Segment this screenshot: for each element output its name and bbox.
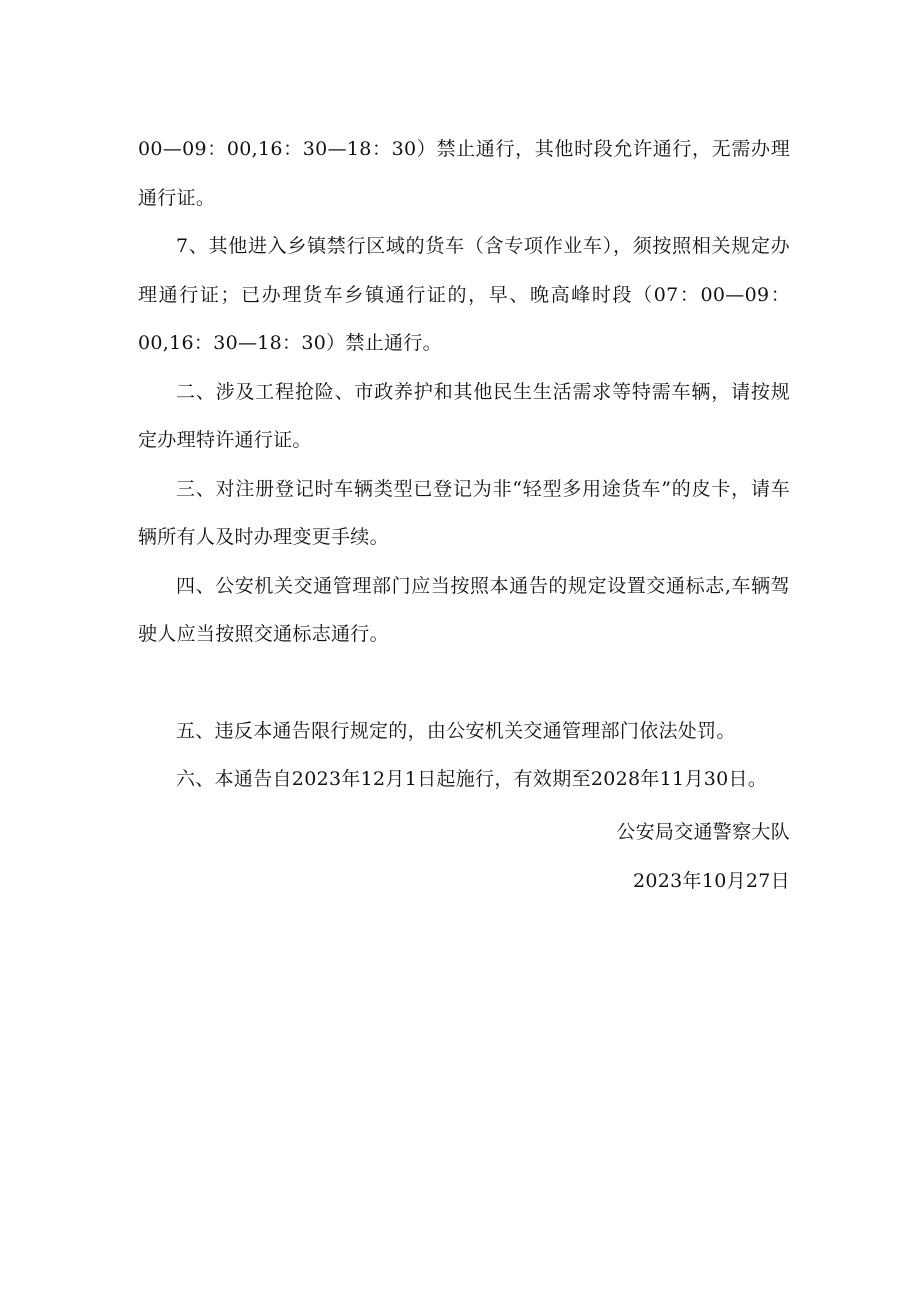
notice-body bbox=[138, 125, 790, 804]
paragraph-item-7: 7、其他进入乡镇禁行区域的货车（含专项作业车），须按照相关规定办理通行证；已办理货车乡镇通行证的，早、晚高峰时段（07：00—09：00,16：30—18：30）禁止通行。 bbox=[138, 235, 790, 354]
paragraph-continued-item-6: 00—09：00,16：30—18：30）禁止通行，其他时段允许通行，无需办理通行证。 bbox=[138, 138, 790, 209]
paragraph-section-6: 六、本通告自2023年12月1日起施行，有效期至2028年11月30日。 bbox=[176, 768, 768, 790]
paragraph-section-2: 二、涉及工程抢险、市政养护和其他民生生活需求等特需车辆，请按规定办理特许通行证。 bbox=[138, 380, 790, 451]
signature-block bbox=[616, 808, 790, 905]
issuer-name: 公安局交通警察大队 bbox=[616, 821, 790, 843]
paragraph-section-4: 四、公安机关交通管理部门应当按照本通告的规定设置交通标志,车辆驾驶人应当按照交通标志通行。 bbox=[138, 574, 790, 645]
issue-date: 2023年10月27日 bbox=[632, 869, 790, 892]
paragraph-section-3: 三、对注册登记时车辆类型已登记为非“轻型多用途货车”的皮卡，请车辆所有人及时办理变更手续。 bbox=[138, 477, 790, 548]
paragraph-gap bbox=[138, 659, 790, 707]
paragraph-section-5: 五、违反本通告限行规定的，由公安机关交通管理部门依法处罚。 bbox=[176, 719, 736, 742]
